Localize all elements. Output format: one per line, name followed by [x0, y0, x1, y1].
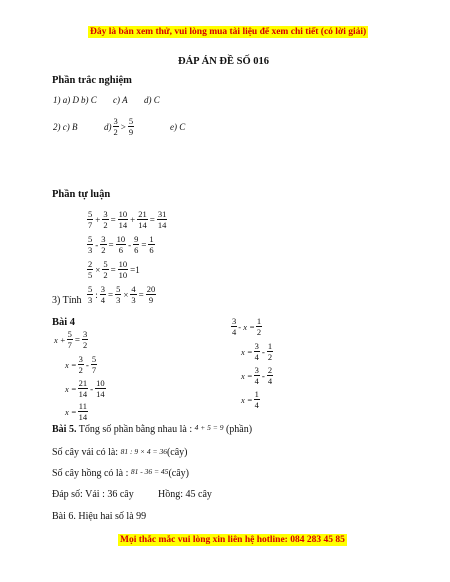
preview-banner: Đây là bản xem thử, vui lòng mua tài liệu để xem chi tiết (có lời giải) — [90, 27, 367, 37]
answer-1c: c) A — [113, 95, 128, 105]
answer-2e: e) C — [170, 122, 186, 132]
answer-2d: d) $\frac{3}{2}$ > $\frac{5}{9}$ — [104, 116, 134, 137]
bai4-right-line1: $\frac{3}{4}$ - x = $\frac{1}{2}$ — [232, 316, 262, 337]
bai4-heading: Bài 4 — [52, 317, 76, 328]
answer-1a: 1) a) D — [53, 95, 79, 105]
bai5-line2: Số cây vải có là: 81 : 9 × 4 = 36(cây) — [52, 447, 188, 458]
bai5-line1: Bài 5. Tổng số phần bằng nhau là : $^{4 + 5 = 9}$ (phần) — [52, 423, 253, 435]
bai4-left-line1: x + $\frac{5}{7}$ = $\frac{3}{2}$ — [54, 329, 88, 350]
bai5-answer: Đáp số: Vải : 36 cây — [52, 489, 134, 500]
bai4-left-line2: x = $\frac{3}{2}$ - $\frac{5}{7}$ — [65, 354, 97, 375]
page-title: ĐÁP ÁN ĐỀ SỐ 016 — [178, 56, 270, 67]
expression-4: $\frac{5}{3}$ : $\frac{3}{4}$ = $\frac{5}{3}$ × $\frac{4}{3}$ = $\frac{20}{9}$ — [88, 284, 156, 305]
bai4-right-line3: x = $\frac{3}{4}$ - $\frac{2}{4}$ — [241, 365, 273, 386]
bai6-line: Bài 6. Hiệu hai số là 99 — [52, 511, 147, 522]
bai4-right-line4: x = $\frac{1}{4}$ — [241, 389, 259, 410]
fraction: $\frac{5}{9}$ — [128, 116, 134, 137]
answer-2d-prefix: d) — [104, 121, 112, 132]
tinh-label: 3) Tính — [52, 295, 82, 306]
bai5-answer-hong: Hồng: 45 cây — [158, 489, 212, 500]
section-heading-tuluan: Phần tự luận — [52, 189, 111, 200]
bai4-left-line4: x = $\frac{11}{14}$ — [65, 401, 88, 422]
fraction: $\frac{3}{2}$ — [113, 116, 118, 137]
expression-1: $\frac{5}{7}$ + $\frac{3}{2}$ = $\frac{10}{14}$ + $\frac{21}{14}$ = $\frac{31}{14}$ — [88, 209, 167, 230]
bai4-left-line3: x = $\frac{21}{14}$ - $\frac{10}{14}$ — [65, 378, 105, 399]
expression-2: $\frac{5}{3}$ - $\frac{3}{2}$ = $\frac{10}{6}$ - $\frac{9}{6}$ = $\frac{1}{6}$ — [88, 234, 154, 255]
answer-1b: b) C — [81, 95, 97, 105]
bai4-right-line2: x = $\frac{3}{4}$ - $\frac{1}{2}$ — [241, 341, 273, 362]
answer-2c: 2) c) B — [53, 122, 78, 132]
expression-3: $\frac{2}{5}$ × $\frac{5}{2}$ = $\frac{10}{10}$ =1 — [88, 259, 140, 280]
bai5-line3: Số cây hồng có là : $^{81 - 36 = 45}$(cây) — [52, 467, 189, 479]
section-heading-tracnghiem: Phần trắc nghiệm — [52, 75, 132, 86]
hotline-banner: Mọi thắc mắc vui lòng xin liên hệ hotline: 084 283 45 85 — [120, 535, 345, 545]
answer-1d: d) C — [144, 95, 160, 105]
